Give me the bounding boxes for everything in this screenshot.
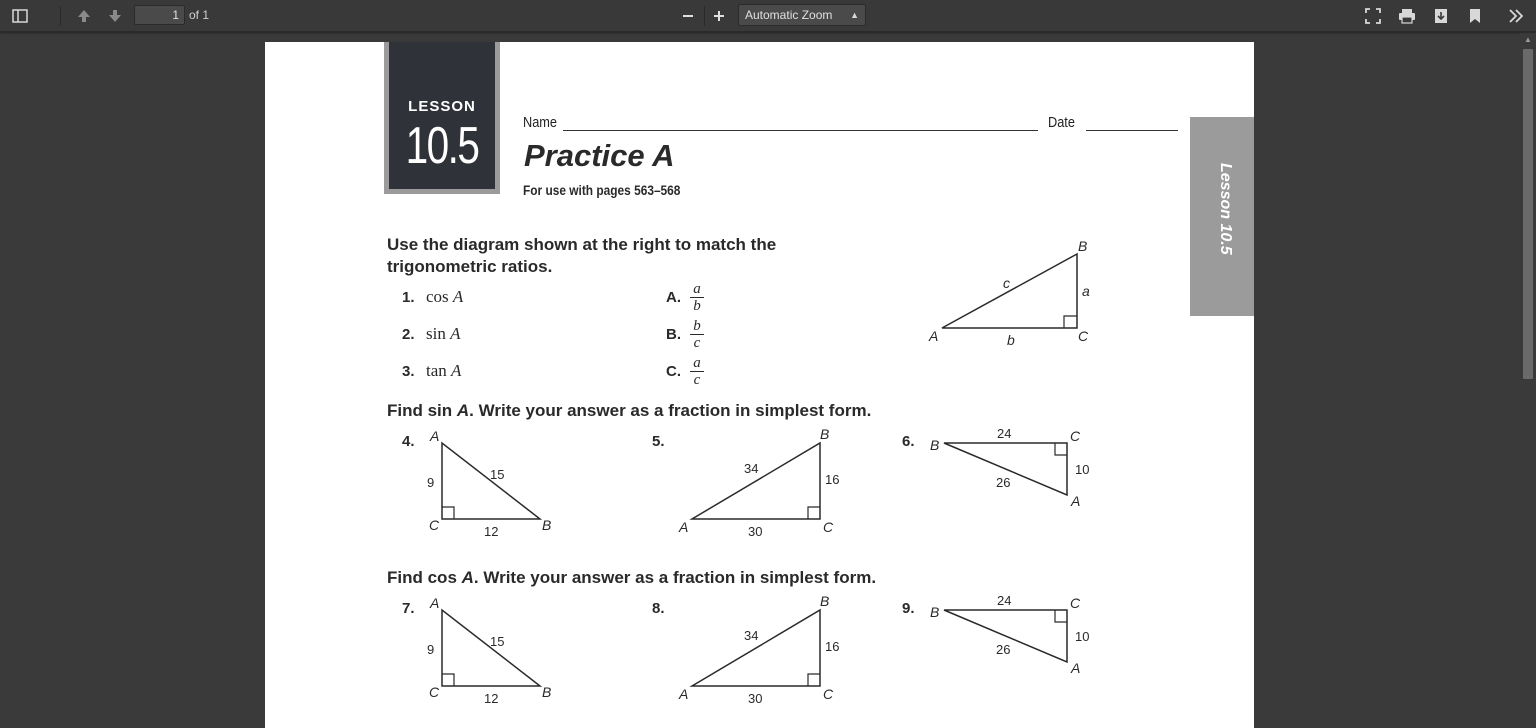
variable: A: [451, 361, 462, 380]
date-label: Date: [1048, 114, 1075, 131]
choice-fraction: [690, 355, 704, 388]
numerator: b: [690, 318, 704, 335]
trig-function: cos: [426, 287, 449, 306]
denominator: b: [693, 298, 701, 314]
question-number: 1.: [402, 289, 415, 306]
reference-triangle-diagram: [920, 232, 1110, 347]
problem-number: 9.: [902, 600, 915, 617]
side-length-label: 16: [825, 639, 840, 654]
problem-number: 8.: [652, 600, 665, 617]
vertex-label: B: [930, 437, 940, 453]
problem-number: 5.: [652, 433, 665, 450]
side-label: b: [1007, 332, 1015, 347]
trig-function: tan: [426, 361, 447, 380]
toolbar-separator: [704, 6, 705, 26]
select-caret-icon: ▲: [850, 10, 859, 20]
side-length-label: 12: [484, 691, 499, 706]
side-length-label: 24: [997, 427, 1012, 441]
lesson-badge: [384, 42, 500, 194]
choice-letter: B.: [666, 326, 681, 343]
variable: A: [461, 568, 474, 587]
triangle-diagram-6: [920, 427, 1110, 542]
instruction-text: Find sin: [387, 401, 457, 420]
side-length-label: 30: [748, 524, 763, 539]
instructions-sin: [387, 400, 871, 422]
side-length-label: 15: [490, 467, 505, 482]
vertex-label: A: [679, 519, 689, 535]
vertical-scrollbar[interactable]: [1520, 33, 1536, 728]
name-line: [563, 130, 1038, 131]
problem-number: 4.: [402, 433, 415, 450]
question-text: [426, 361, 461, 381]
side-length-label: 12: [484, 524, 499, 539]
denominator: c: [693, 335, 701, 351]
question-text: [426, 287, 463, 307]
vertex-label: C: [429, 517, 440, 533]
side-length-label: 9: [427, 642, 435, 657]
vertex-label: B: [542, 517, 552, 533]
side-tab-label: Lesson 10.5: [1217, 163, 1234, 255]
side-length-label: 24: [997, 594, 1012, 608]
pdf-page: [265, 42, 1254, 728]
lesson-word: LESSON: [408, 98, 476, 115]
side-length-label: 9: [427, 475, 435, 490]
question-number: 3.: [402, 363, 415, 380]
zoom-out-icon[interactable]: [676, 5, 700, 27]
vertex-label: A: [430, 428, 440, 444]
lesson-badge-inner: [389, 42, 495, 189]
vertex-label: C: [429, 684, 440, 700]
worksheet-subtitle: For use with pages 563–568: [523, 182, 681, 198]
triangle-diagram-5: [670, 427, 855, 542]
vertex-label: A: [1071, 493, 1081, 509]
sidebar-toggle-icon[interactable]: [8, 5, 32, 27]
scrollbar-thumb[interactable]: [1523, 49, 1533, 379]
previous-page-icon[interactable]: [72, 5, 96, 27]
side-length-label: 10: [1075, 462, 1090, 477]
choice-fraction: [690, 281, 704, 314]
next-page-icon[interactable]: [103, 5, 127, 27]
zoom-select[interactable]: [738, 4, 866, 26]
triangle-diagram-4: [420, 427, 560, 542]
instruction-text: . Write your answer as a fraction in simplest form.: [473, 568, 877, 587]
side-length-label: 30: [748, 691, 763, 706]
document-viewer[interactable]: [0, 33, 1520, 728]
trig-function: sin: [426, 324, 446, 343]
bookmark-icon[interactable]: [1463, 5, 1487, 27]
numerator: a: [690, 355, 704, 372]
side-label: c: [1003, 275, 1010, 291]
side-length-label: 15: [490, 634, 505, 649]
vertex-label: B: [1078, 238, 1088, 254]
instructions-match: Use the diagram shown at the right to match the trigonometric ratios.: [387, 235, 777, 276]
zoom-in-icon[interactable]: [707, 5, 731, 27]
vertex-label: B: [542, 684, 552, 700]
download-icon[interactable]: [1429, 5, 1453, 27]
presentation-mode-icon[interactable]: [1361, 5, 1385, 27]
print-icon[interactable]: [1395, 5, 1419, 27]
side-length-label: 16: [825, 472, 840, 487]
toolbar-separator: [60, 6, 61, 26]
side-length-label: 26: [996, 642, 1011, 657]
question-text: [426, 324, 460, 344]
triangle-diagram-8: [670, 594, 855, 709]
scroll-up-icon[interactable]: ▲: [1524, 35, 1532, 44]
choice-fraction: [690, 318, 704, 351]
vertex-label: A: [1071, 660, 1081, 676]
side-label: a: [1082, 283, 1090, 299]
side-length-label: 34: [744, 461, 759, 476]
choice-letter: C.: [666, 363, 681, 380]
vertex-label: C: [1070, 595, 1081, 611]
problem-number: 6.: [902, 433, 915, 450]
triangle-diagram-9: [920, 594, 1110, 709]
instructions-cos: [387, 567, 876, 589]
vertex-label: B: [930, 604, 940, 620]
lesson-number: 10.5: [405, 117, 479, 175]
vertex-label: A: [929, 328, 939, 344]
variable: A: [456, 401, 470, 420]
name-label: Name: [523, 114, 558, 131]
vertex-label: C: [1070, 428, 1081, 444]
worksheet-title: Practice A: [524, 138, 675, 173]
instruction-text: Find cos: [387, 568, 462, 587]
side-tab: [1190, 117, 1254, 316]
vertex-label: B: [820, 594, 830, 609]
vertex-label: A: [430, 595, 440, 611]
vertex-label: C: [823, 519, 834, 535]
vertex-label: C: [823, 686, 834, 702]
problem-number: 7.: [402, 600, 415, 617]
instruction-text: . Write your answer as a fraction in simplest form.: [469, 401, 872, 420]
triangle-diagram-7: [420, 594, 560, 709]
zoom-select-value: Automatic Zoom: [745, 8, 833, 22]
variable: A: [450, 324, 461, 343]
side-length-label: 34: [744, 628, 759, 643]
vertex-label: C: [1078, 328, 1089, 344]
numerator: a: [690, 281, 704, 298]
side-length-label: 10: [1075, 629, 1090, 644]
tools-icon[interactable]: [1504, 5, 1528, 27]
choice-letter: A.: [666, 289, 681, 306]
denominator: c: [693, 372, 701, 388]
vertex-label: B: [820, 427, 830, 442]
pdf-toolbar: [0, 0, 1536, 32]
side-length-label: 26: [996, 475, 1011, 490]
vertex-label: A: [679, 686, 689, 702]
variable: A: [452, 287, 464, 306]
date-line: [1086, 130, 1178, 131]
page-number-input[interactable]: 1: [134, 5, 185, 25]
page-count-label: of 1: [189, 8, 210, 22]
question-number: 2.: [402, 326, 415, 343]
